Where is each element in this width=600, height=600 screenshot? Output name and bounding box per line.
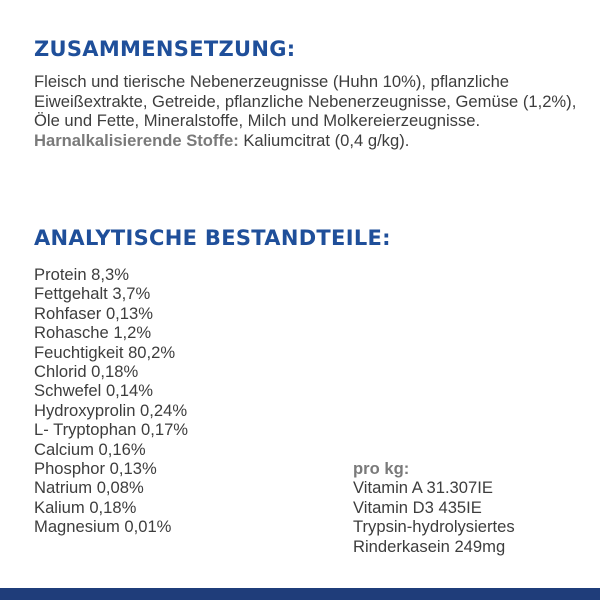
analytical-list: [34, 265, 188, 537]
list-item: Hydroxyprolin 0,24%: [34, 400, 188, 420]
list-item: Rinderkasein 249mg: [353, 536, 506, 556]
list-item: Phosphor 0,13%: [34, 459, 157, 479]
list-item: Rohfaser 0,13%: [34, 303, 153, 323]
per-kg-label: pro kg:: [353, 459, 410, 478]
list-item: L- Tryptophan 0,17%: [34, 420, 189, 440]
list-item: Vitamin D3 435IE: [353, 497, 482, 517]
list-item: Feuchtigkeit 80,2%: [34, 342, 176, 362]
list-item: Calcium 0,16%: [34, 439, 146, 459]
list-item: Vitamin A 31.307IE: [353, 478, 493, 498]
list-item: Magnesium 0,01%: [34, 517, 172, 537]
per-kg-list: [353, 459, 515, 556]
urine-alkalizing-label: Harnalkalisierende Stoffe:: [34, 130, 239, 150]
list-item: Trypsin-hydrolysiertes: [353, 517, 515, 537]
list-item: Natrium 0,08%: [34, 478, 144, 498]
list-item: Schwefel 0,14%: [34, 381, 153, 401]
footer-bar: [0, 588, 600, 600]
list-item: Rohasche 1,2%: [34, 323, 152, 343]
list-item: Protein 8,3%: [34, 265, 130, 284]
urine-alkalizing-value: Kaliumcitrat (0,4 g/kg).: [238, 130, 410, 150]
list-item: Fettgehalt 3,7%: [34, 284, 151, 304]
analytical-heading: ANALYTISCHE BESTANDTEILE:: [34, 226, 391, 250]
list-item: Chlorid 0,18%: [34, 362, 139, 382]
composition-ingredients: Fleisch und tierische Nebenerzeugnisse (Huhn 10%), pflanzliche Eiweißextrakte, Getreide, pflanzliche Nebenerzeugnisse, Gemüse (1,2%), Öle und Fette, Mineralstoffe, Milch und Molkereierzeugnisse.: [34, 72, 577, 131]
list-item: Kalium 0,18%: [34, 497, 137, 517]
composition-text: [34, 72, 594, 150]
composition-heading: ZUSAMMENSETZUNG:: [34, 37, 296, 61]
